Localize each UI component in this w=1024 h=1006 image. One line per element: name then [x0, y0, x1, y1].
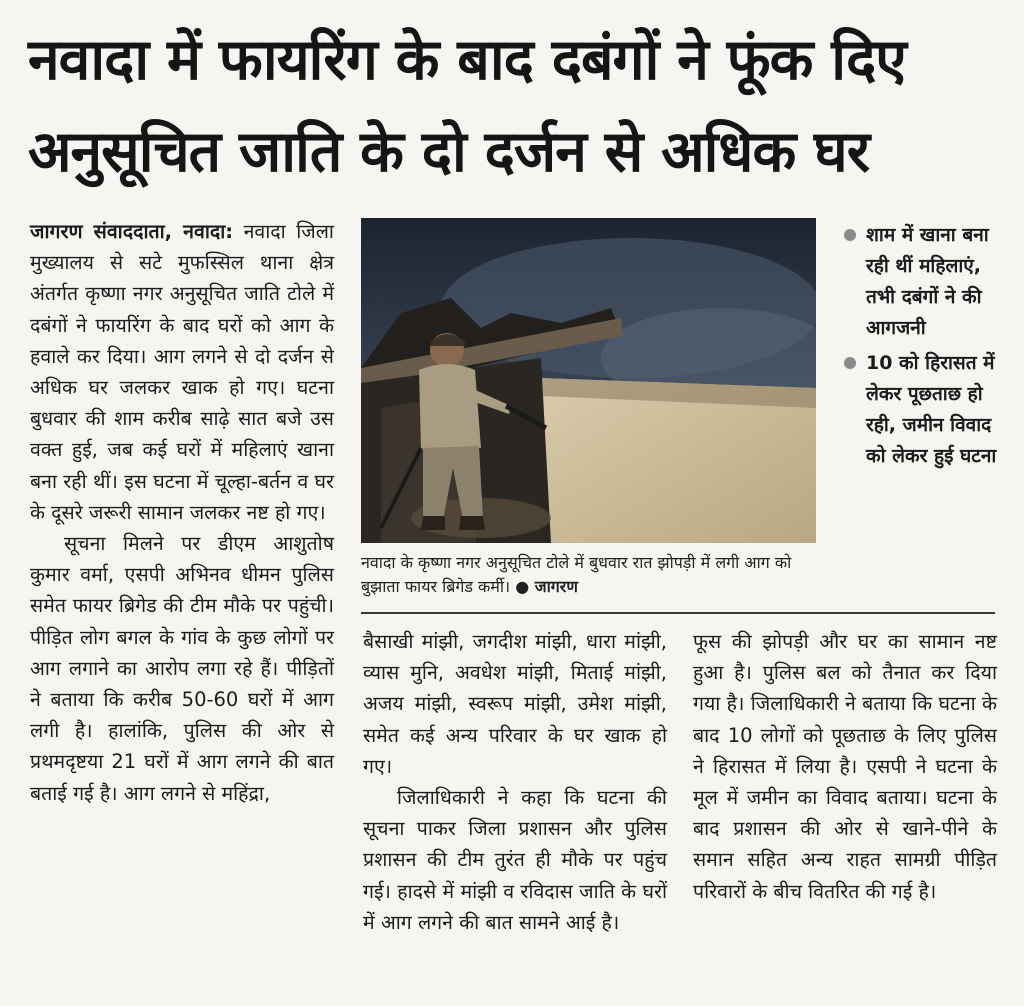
- article-paragraph: बैसाखी मांझी, जगदीश मांझी, धारा मांझी, व्यास मुनि, अवधेश मांझी, मिताई मांझी, अजय मांझी, स्वरूप मांझी, उमेश मांझी, समेत कई अन्य परिवार के घर खाक हो गए।: [363, 630, 667, 778]
- section-divider: [361, 612, 995, 614]
- highlights-sidebar: [840, 220, 1008, 476]
- photo-illustration: [361, 218, 816, 543]
- highlight-item: [840, 220, 1008, 344]
- caption-text: नवादा के कृष्णा नगर अनुसूचित टोले में बुधवार रात झोपड़ी में लगी आग को बुझाता फायर ब्रिगेड कर्मी।: [361, 553, 792, 596]
- bullet-icon: [844, 357, 856, 369]
- article-column-3: [693, 626, 997, 907]
- highlight-text: शाम में खाना बना रही थीं महिलाएं, तभी दबंगों ने की आगजनी: [866, 224, 989, 339]
- headline-line-2: अनुसूचित जाति के दो दर्जन से अधिक घर: [28, 119, 870, 185]
- bullet-icon: [844, 229, 856, 241]
- paragraph-text: नवादा जिला मुख्यालय से सटे मुफस्सिल थाना क्षेत्र अंतर्गत कृष्णा नगर अनुसूचित जाति टोले में दबंगों ने फायरिंग के बाद घरों को आग के हवाले कर दिया। आग लगने से दो दर्जन से अधिक घर जलकर खाक हो गए। घटना बुधवार की शाम करीब साढ़े सात बजे उस वक्त हुई, जब कई घरों में महिलाएं खाना बना रही थीं। इस घटना में चूल्हा-बर्तन व घर के दूसरे जरूरी सामान जलकर नष्ट हो गए।: [30, 220, 334, 524]
- photo-caption: [361, 551, 816, 599]
- article-paragraph: जिलाधिकारी ने कहा कि घटना की सूचना पाकर जिला प्रशासन और पुलिस प्रशासन की टीम तुरंत ही मौके पर पहुंच गई। हादसे में मांझी व रविदास जाति के घरों में आग लगने की बात सामने आई है।: [363, 786, 667, 934]
- photo-credit: ● जागरण: [515, 577, 578, 596]
- article-column-1: [30, 216, 334, 809]
- article-paragraph: फूस की झोपड़ी और घर का सामान नष्ट हुआ है। पुलिस बल को तैनात कर दिया गया है। जिलाधिकारी ने बताया कि घटना के बाद 10 लोगों को पूछताछ के लिए पुलिस ने हिरासत में लिया है। एसपी ने घटना के मूल में जमीन का विवाद बताया। घटना के बाद प्रशासन की ओर से खाने-पीने के समान सहित अन्य राहत सामग्री पीड़ित परिवारों के बीच वितरित की गई है।: [693, 630, 997, 903]
- headline: [28, 14, 1008, 198]
- highlight-item: [840, 348, 1008, 472]
- article-paragraph: सूचना मिलने पर डीएम आशुतोष कुमार वर्मा, एसपी अभिनव धीमन पुलिस समेत फायर ब्रिगेड की टीम मौके पर पहुंची। पीड़ित लोग बगल के गांव के कुछ लोगों पर आग लगाने का आरोप लगा रहे हैं। पीड़ितों ने बताया कि करीब 50-60 घरों में आग लगी है। हालांकि, पुलिस की ओर से प्रथमदृष्टया 21 घरों में आग लगने की बात बताई गई है। आग लगने से महिंद्रा,: [30, 532, 334, 805]
- highlight-text: 10 को हिरासत में लेकर पूछताछ हो रही, जमीन विवाद को लेकर हुई घटना: [866, 352, 997, 467]
- headline-line-1: नवादा में फायरिंग के बाद दबंगों ने फूंक दिए: [28, 27, 906, 93]
- article-column-2: [363, 626, 667, 938]
- article-paragraph: [30, 216, 334, 528]
- byline: जागरण संवाददाता, नवादा:: [30, 220, 234, 243]
- fire-scene-photo: [361, 218, 816, 543]
